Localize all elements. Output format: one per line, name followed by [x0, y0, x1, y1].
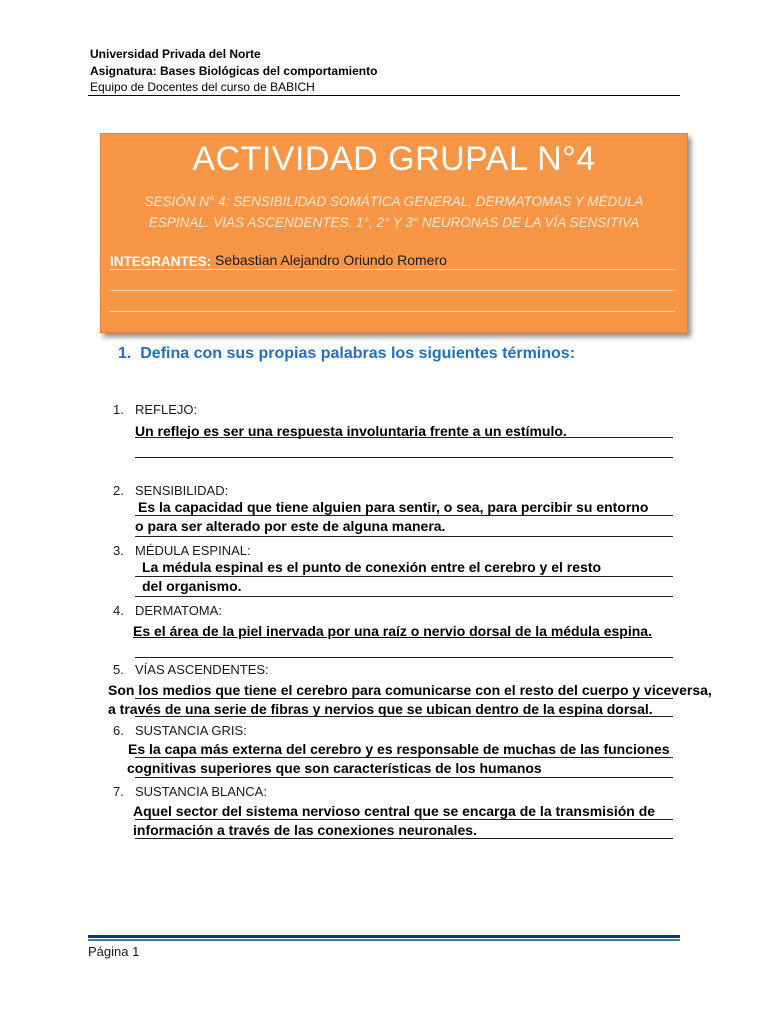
item-label-reflejo: 1. REFLEJO:: [113, 402, 198, 417]
answer-line: [135, 437, 673, 438]
answer-blanca-line2: información a través de las conexiones neuronales.: [133, 822, 477, 838]
item-label-medula-espinal: 3. MÉDULA ESPINAL:: [113, 543, 251, 558]
answer-sensibilidad-line1: Es la capacidad que tiene alguien para sentir, o sea, para percibir su entorno: [138, 499, 649, 515]
answer-line: [135, 657, 673, 658]
item-label-dermatoma: 4. DERMATOMA:: [113, 603, 222, 618]
item-label-vias-ascendentes: 5. VÍAS ASCENDENTES:: [113, 662, 269, 677]
question-heading: [118, 345, 575, 363]
item-label-sensibilidad: 2. SENSIBILIDAD:: [113, 483, 229, 498]
item-label-sustancia-blanca: 7. SUSTANCIA BLANCA:: [113, 784, 267, 799]
answer-line: [135, 757, 673, 758]
answer-sensibilidad-line2: o para ser alterado por este de alguna manera.: [135, 518, 446, 534]
answer-line: [135, 596, 673, 597]
header-divider: [88, 95, 680, 96]
answer-gris-line2: cognitivas superiores que son características de los humanos: [127, 760, 542, 776]
answer-medula-line1: La médula espinal es el punto de conexión entre el cerebro y el resto: [142, 559, 602, 575]
answer-vias-line2: a través de una serie de fibras y nervios que se ubican dentro de la espina dorsal.: [108, 701, 653, 717]
answer-dermatoma: Es el área de la piel inervada por una raíz o nervio dorsal de la médula espina.: [133, 623, 652, 639]
answer-line: [135, 716, 673, 717]
team-name: Equipo de Docentes del curso de BABICH: [90, 80, 315, 94]
banner-subtitle: [113, 191, 675, 233]
item-label-sustancia-gris: 6. SUSTANCIA GRIS:: [113, 723, 247, 738]
answer-vias-line1: Son los medios que tiene el cerebro para comunicarse con el resto del cuerpo y viceversa,: [108, 682, 712, 698]
answer-medula-line2: del organismo.: [142, 578, 242, 594]
members-label: INTEGRANTES:: [110, 254, 212, 269]
answer-line: [135, 698, 673, 699]
answer-line: [135, 457, 673, 458]
members-line-2: [109, 290, 675, 291]
members-line-3: [109, 311, 675, 312]
question-number: 1.: [118, 345, 132, 362]
answer-gris-line1: Es la capa más externa del cerebro y es responsable de muchas de las funciones: [128, 741, 670, 757]
banner-subtitle-line2: ESPINAL. VIAS ASCENDENTES. 1°, 2° Y 3° NEURONAS DE LA VÍA SENSITIVA: [148, 215, 640, 230]
answer-line: [135, 838, 673, 839]
members-name: Sebastian Alejandro Oriundo Romero: [215, 252, 447, 268]
banner-title: ACTIVIDAD GRUPAL N°4: [192, 140, 596, 178]
university-name: Universidad Privada del Norte: [90, 47, 261, 61]
page-number: Página 1: [88, 944, 140, 959]
answer-line: [135, 576, 673, 577]
footer-rule-dark: [88, 935, 680, 938]
answer-line: [135, 819, 673, 820]
answer-line: [135, 536, 673, 537]
question-text: Defina con sus propias palabras los siguientes términos:: [140, 345, 576, 362]
answer-line: [135, 515, 673, 516]
activity-banner: [100, 133, 688, 333]
footer-rule-teal: [88, 939, 680, 941]
banner-subtitle-line1: SESIÓN N° 4: SENSIBILIDAD SOMÁTICA GENERAL, DERMATOMAS Y MÉDULA: [144, 194, 644, 209]
answer-line: [135, 777, 673, 778]
subject-name: Asignatura: Bases Biológicas del comportamiento: [90, 64, 378, 78]
members-line-1: [109, 269, 675, 270]
answer-blanca-line1: Aquel sector del sistema nervioso central que se encarga de la transmisión de: [133, 803, 656, 819]
answer-reflejo: Un reflejo es ser una respuesta involuntaria frente a un estímulo.: [135, 423, 567, 439]
